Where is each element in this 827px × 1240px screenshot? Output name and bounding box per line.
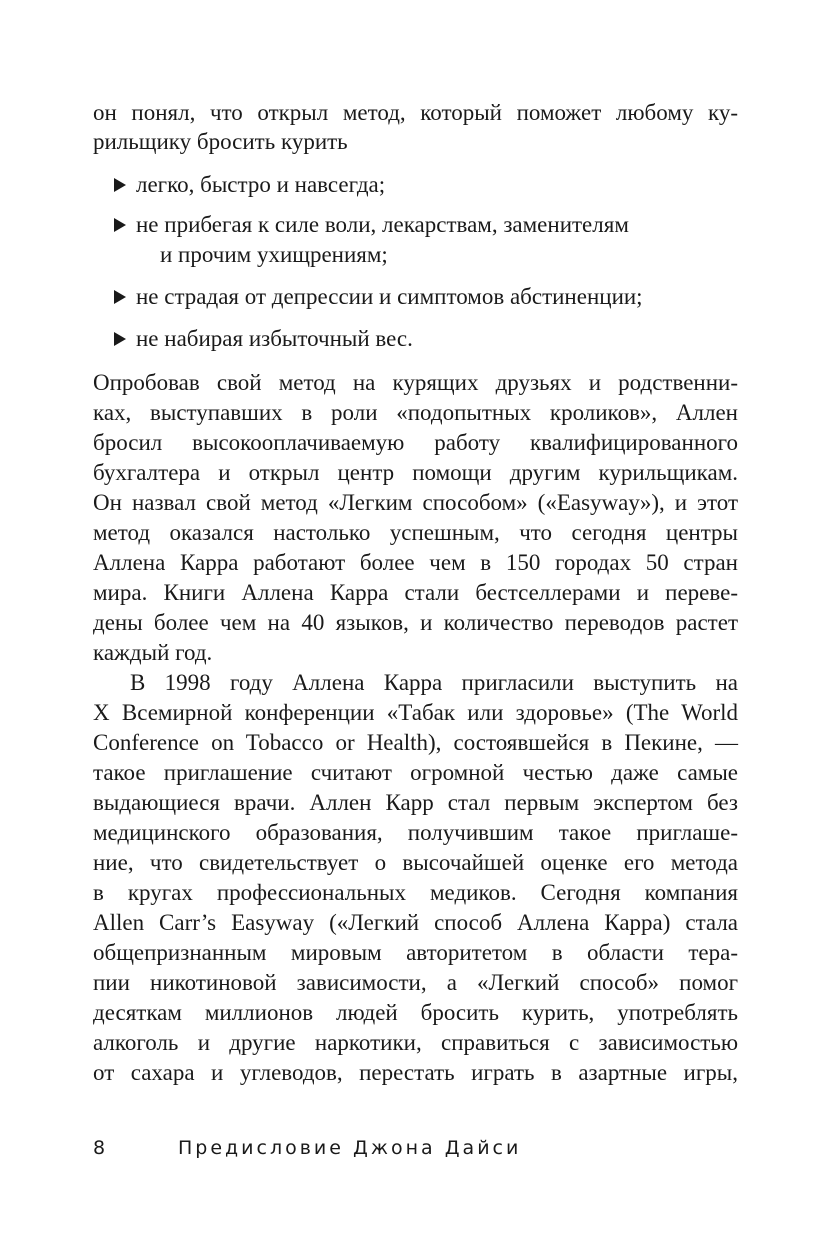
body-line: пии никотиновой зависимости, а «Легкий способ» помог [93, 970, 738, 995]
body-line: бросил высокооплачиваемую работу квалифицированного [93, 430, 738, 455]
bullet-text: не набирая избыточный вес. [136, 326, 413, 351]
running-title: Предисловие Джона Дайси [178, 1137, 522, 1159]
body-line: бухгалтера и открыл центр помощи другим курильщикам. [93, 460, 738, 485]
body-line: рильщику бросить курить [93, 129, 348, 154]
body-line: общепризнанным мировым авторитетом в области тера- [93, 940, 738, 965]
body-line: выдающиеся врачи. Аллен Карр стал первым экспертом без [93, 790, 738, 815]
triangle-bullet-icon [114, 218, 126, 232]
triangle-bullet-icon [114, 290, 126, 304]
body-line: в кругах профессиональных медиков. Сегодня компания [93, 880, 738, 905]
body-line: алкоголь и другие наркотики, справиться с зависимостью [93, 1030, 738, 1055]
bullet-text: не прибегая к силе воли, лекарствам, заменителям [136, 212, 629, 237]
body-line: дены более чем на 40 языков, и количество переводов растет [93, 610, 738, 635]
page-number: 8 [93, 1137, 106, 1159]
body-line: Он назвал свой метод «Легким способом» («Easyway»), и этот [93, 490, 738, 515]
body-line: десяткам миллионов людей бросить курить, употреблять [93, 1000, 738, 1025]
bullet-text-continuation: и прочим ухищрениям; [160, 242, 388, 267]
body-line: ках, выступавших в роли «подопытных кроликов», Аллен [93, 400, 738, 425]
body-line: Опробовав свой метод на курящих друзьях и родственни- [93, 370, 738, 395]
bullet-item [136, 170, 736, 200]
body-line: Аллена Карра работают более чем в 150 городах 50 стран [93, 550, 738, 575]
body-line: Allen Carr’s Easyway («Легкий способ Аллена Карра) стала [93, 910, 738, 935]
body-line: X Всемирной конференции «Табак или здоровье» (The World [93, 700, 738, 725]
body-line: медицинского образования, получившим такое приглаше- [93, 820, 738, 845]
bullet-item [136, 282, 736, 312]
body-line: каждый год. [93, 640, 213, 665]
body-line: метод оказался настолько успешным, что сегодня центры [93, 520, 738, 545]
bullet-text: легко, быстро и навсегда; [136, 172, 386, 197]
bullet-text: не страдая от депрессии и симптомов абстиненции; [136, 284, 643, 309]
body-line: он понял, что открыл метод, который поможет любому ку- [93, 100, 738, 125]
body-line: мира. Книги Аллена Карра стали бестселлерами и переве- [93, 580, 738, 605]
body-line: такое приглашение считают огромной честью даже самые [93, 760, 738, 785]
bullet-item [136, 210, 736, 240]
body-line: Conference on Tobacco or Health), состоявшейся в Пекине, — [93, 730, 738, 755]
body-line: от сахара и углеводов, перестать играть в азартные игры, [93, 1060, 738, 1085]
triangle-bullet-icon [114, 332, 126, 346]
body-line: ние, что свидетельствует о высочайшей оценке его метода [93, 850, 738, 875]
bullet-item [136, 324, 736, 354]
triangle-bullet-icon [114, 178, 126, 192]
body-line-indented: В 1998 году Аллена Карра пригласили выступить на [130, 670, 738, 695]
